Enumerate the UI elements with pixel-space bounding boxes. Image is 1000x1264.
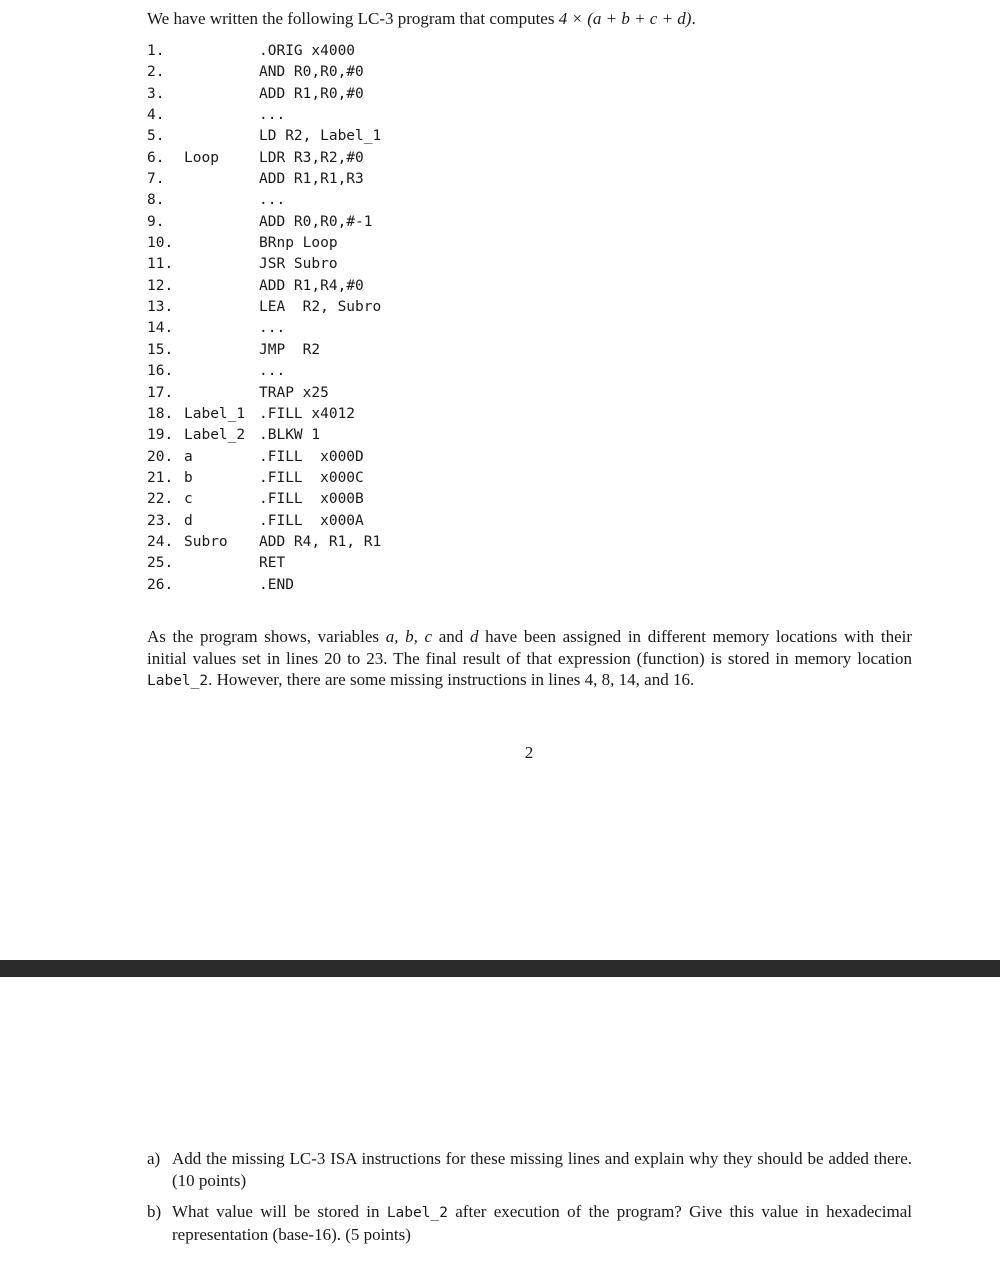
code-line-instruction: ... — [259, 192, 286, 209]
paragraph-text: . However, there are some missing instructions in lines 4, 8, 14, and 16. — [208, 670, 695, 689]
paragraph-text: and — [432, 627, 470, 646]
code-line-label: Label_1 — [184, 405, 246, 422]
code-line — [147, 62, 447, 83]
intro-sentence — [147, 9, 696, 29]
code-line-instruction: ADD R1,R0,#0 — [259, 85, 364, 102]
code-line-instruction: ... — [259, 320, 286, 337]
code-line — [147, 532, 447, 553]
question-text: Add the missing LC-3 ISA instructions for these missing lines and explain why they should be added there. (10 points) — [172, 1149, 912, 1190]
code-line-label: c — [184, 491, 193, 508]
code-line-number: 3. — [147, 85, 165, 102]
code-line-instruction: .END — [259, 576, 294, 593]
code-line — [147, 233, 447, 254]
paragraph-text: As the program shows, variables — [147, 627, 386, 646]
question-list — [147, 1148, 912, 1255]
question-text: after execution of the program? Give this value in hexadecimal representation (base-16). (5 points) — [172, 1202, 912, 1244]
code-line-number: 5. — [147, 128, 165, 145]
code-line — [147, 212, 447, 233]
code-line-instruction: .FILL x000A — [259, 512, 364, 529]
paragraph-text: have been assigned in different memory locations with their initial values set in lines 20 to 23. The final result of that expression (function) is stored in memory location — [147, 627, 912, 668]
code-line-instruction: .FILL x000C — [259, 469, 364, 486]
question-item — [147, 1201, 912, 1246]
code-line-number: 21. — [147, 469, 174, 486]
code-line-label: Label_2 — [184, 427, 246, 444]
paragraph-var-d: d — [469, 627, 479, 646]
code-line-number: 4. — [147, 107, 165, 124]
code-line-instruction: .FILL x000D — [259, 448, 364, 465]
paragraph-vars: a, b, c — [385, 627, 433, 646]
code-line — [147, 511, 447, 532]
code-line — [147, 383, 447, 404]
code-line-label: d — [184, 512, 193, 529]
code-line — [147, 276, 447, 297]
code-line-instruction: TRAP x25 — [259, 384, 329, 401]
intro-text: We have written the following LC-3 program that computes — [147, 9, 559, 28]
code-line — [147, 297, 447, 318]
code-line — [147, 126, 447, 147]
code-line-label: a — [184, 448, 193, 465]
code-line-instruction: ADD R1,R1,R3 — [259, 171, 364, 188]
question-text: What value will be stored in — [172, 1202, 387, 1221]
code-line-number: 22. — [147, 491, 174, 508]
code-line — [147, 254, 447, 275]
code-line-number: 7. — [147, 171, 165, 188]
code-line-label: b — [184, 469, 193, 486]
code-line-instruction: LEA R2, Subro — [259, 299, 382, 316]
code-line-number: 18. — [147, 405, 174, 422]
code-listing — [147, 41, 447, 596]
code-line-number: 2. — [147, 64, 165, 81]
code-line-number: 11. — [147, 256, 174, 273]
code-line-number: 19. — [147, 427, 174, 444]
code-line-instruction: BRnp Loop — [259, 235, 338, 252]
code-line-instruction: .FILL x4012 — [259, 405, 356, 422]
code-line-number: 23. — [147, 512, 174, 529]
code-line — [147, 105, 447, 126]
code-line-number: 12. — [147, 277, 174, 294]
paragraph-label-code: Label_2 — [147, 673, 209, 689]
code-line-instruction: ... — [259, 363, 286, 380]
code-line-number: 15. — [147, 341, 174, 358]
question-letter: b) — [147, 1202, 162, 1221]
question-item — [147, 1148, 912, 1192]
code-line-label: Subro — [184, 533, 228, 550]
description-paragraph — [147, 626, 912, 693]
code-line — [147, 190, 447, 211]
code-line-number: 10. — [147, 235, 174, 252]
code-line — [147, 553, 447, 574]
code-line-number: 26. — [147, 576, 174, 593]
code-line-instruction: ... — [259, 107, 286, 124]
page-divider — [0, 960, 1000, 977]
code-line-number: 20. — [147, 448, 174, 465]
code-line-instruction: LDR R3,R2,#0 — [259, 149, 364, 166]
code-line-number: 16. — [147, 363, 174, 380]
code-line — [147, 425, 447, 446]
code-line — [147, 468, 447, 489]
code-line-number: 6. — [147, 149, 165, 166]
question-code: Label_2 — [386, 1205, 448, 1221]
page-number: 2 — [524, 743, 534, 762]
code-line-instruction: JMP R2 — [259, 341, 321, 358]
intro-formula: 4 × (a + b + c + d) — [558, 9, 692, 28]
code-line — [147, 361, 447, 382]
question-letter: a) — [147, 1149, 161, 1168]
code-line-instruction: ADD R1,R4,#0 — [259, 277, 364, 294]
code-line — [147, 404, 447, 425]
code-line-instruction: LD R2, Label_1 — [259, 128, 382, 145]
code-line-instruction: ADD R0,R0,#-1 — [259, 213, 373, 230]
code-line — [147, 489, 447, 510]
code-line-number: 25. — [147, 555, 174, 572]
code-line — [147, 447, 447, 468]
code-line-instruction: .BLKW 1 — [259, 427, 321, 444]
code-line — [147, 41, 447, 62]
code-line-instruction: RET — [259, 555, 286, 572]
intro-period: . — [691, 9, 696, 28]
code-line-instruction: ADD R4, R1, R1 — [259, 533, 382, 550]
code-line — [147, 318, 447, 339]
code-line-instruction: JSR Subro — [259, 256, 338, 273]
code-line-instruction: .ORIG x4000 — [259, 43, 356, 59]
code-line — [147, 84, 447, 105]
code-line — [147, 575, 447, 596]
code-line-number: 14. — [147, 320, 174, 337]
code-line-number: 8. — [147, 192, 165, 209]
code-line-instruction: .FILL x000B — [259, 491, 364, 508]
code-line-label: Loop — [184, 149, 219, 166]
code-line-instruction: AND R0,R0,#0 — [259, 64, 364, 81]
code-line-number: 9. — [147, 213, 165, 230]
code-line-number: 1. — [147, 43, 165, 59]
code-line-number: 24. — [147, 533, 174, 550]
code-line-number: 13. — [147, 299, 174, 316]
code-line — [147, 169, 447, 190]
code-line — [147, 340, 447, 361]
code-line — [147, 148, 447, 169]
code-line-number: 17. — [147, 384, 174, 401]
